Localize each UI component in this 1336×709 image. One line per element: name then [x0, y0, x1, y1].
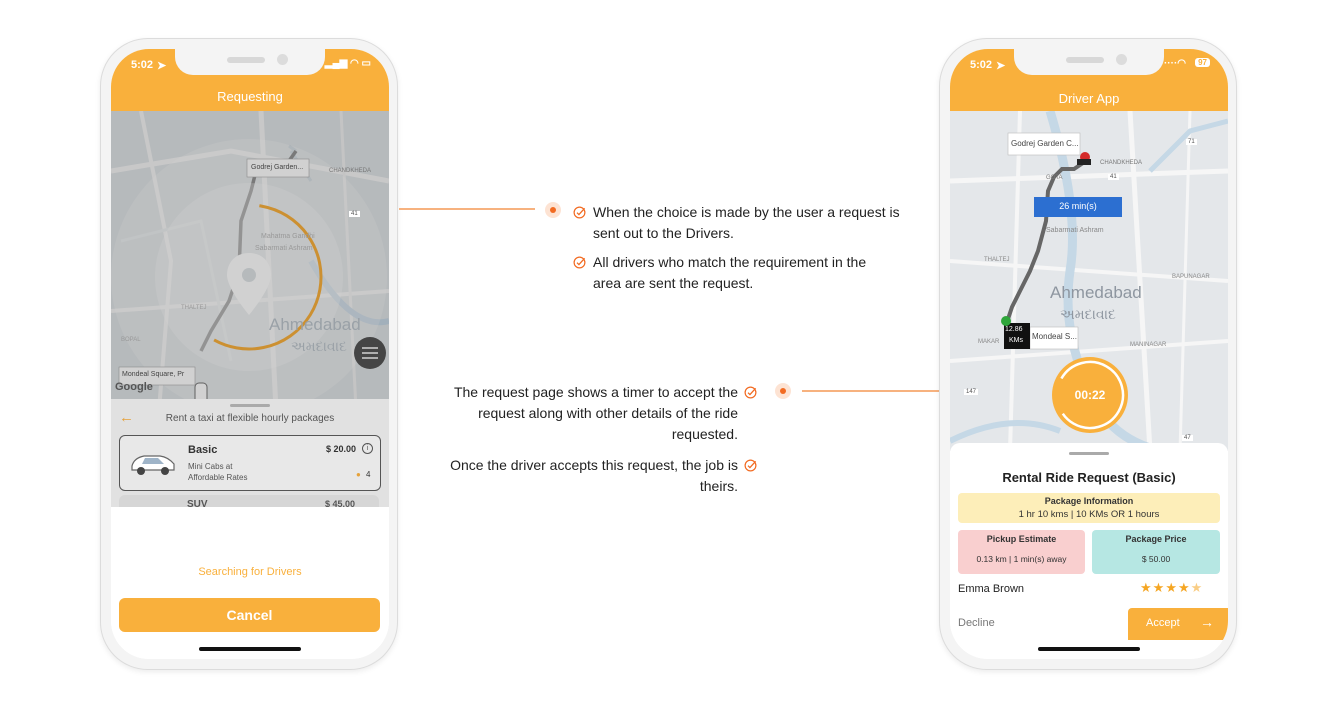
callout-bottom-2-line2: theirs.	[699, 478, 738, 494]
connector-line-top	[399, 208, 535, 210]
rider-name: Emma Brown	[958, 583, 1025, 595]
status-time: 5:02	[131, 59, 154, 71]
rider-phone-mockup	[100, 38, 398, 670]
accept-label: Accept	[1146, 617, 1180, 629]
map-marker-label-bottom: Mondeal Square, Pr	[122, 371, 185, 378]
price-value: $ 50.00	[1141, 554, 1171, 564]
ride-request-card	[950, 443, 1228, 659]
map-city-gu: અમદાવાદ	[291, 339, 347, 355]
pickup-estimate-box	[958, 530, 1085, 574]
map-label-top: Godrej Garden C...	[1011, 139, 1079, 148]
star-icon: ★	[1165, 580, 1178, 595]
map-label-chandkheda: CHANDKHEDA	[329, 168, 372, 174]
home-indicator	[1038, 647, 1140, 651]
panel-heading: Rent a taxi at flexible hourly packages	[165, 413, 335, 424]
decline-button[interactable]: Decline	[958, 617, 995, 629]
callout-top-2-line1: All drivers who match the requirement in the	[593, 254, 867, 270]
callout-top-1	[593, 202, 900, 244]
rating-stars	[1140, 580, 1203, 596]
option-desc-line2: Affordable Rates	[188, 473, 248, 482]
location-arrow-icon: ➤	[157, 60, 167, 72]
accept-button[interactable]	[1128, 608, 1228, 640]
ride-option-suv[interactable]	[119, 495, 379, 507]
callout-top-2	[593, 252, 866, 294]
google-logo: Google	[115, 381, 153, 393]
check-icon	[744, 386, 757, 399]
option2-name: SUV	[187, 499, 208, 507]
price-label: Package Price	[1125, 534, 1187, 544]
star-icon: ★	[1152, 580, 1166, 595]
accept-timer: 00:22	[1074, 388, 1106, 402]
callout-bottom-1-line3: requested.	[671, 426, 738, 442]
map-city-en: Ahmedabad	[269, 315, 361, 334]
callout-top-1-line2: sent out to the Drivers.	[593, 225, 734, 241]
callout-dot-bottom	[775, 383, 791, 399]
callout-top-1-line1: When the choice is made by the user a request is	[593, 204, 900, 220]
check-icon	[573, 256, 586, 269]
map-label-thaltej: THALTEJ	[984, 257, 1010, 263]
option2-price: $ 45.00	[325, 499, 356, 507]
package-info-box	[958, 493, 1220, 523]
callout-bottom-2	[450, 455, 738, 497]
option-name: Basic	[188, 444, 218, 456]
map-road-47: 47	[1184, 435, 1191, 441]
home-indicator	[199, 647, 301, 651]
check-icon	[744, 459, 757, 472]
callout-dot-top	[545, 202, 561, 218]
map-city-gu: અમદાવાદ	[1060, 307, 1116, 323]
map-label-chandkheda: CHANDKHEDA	[1100, 160, 1143, 166]
driver-phone-mockup	[939, 38, 1237, 670]
person-icon: ●	[356, 470, 361, 479]
map-label-bopal: BOPAL	[121, 337, 141, 343]
map-label-bottom: Mondeal S...	[1032, 332, 1077, 341]
star-icon: ★	[1177, 580, 1191, 595]
map-label-sabarmati: Sabarmati Ashram	[1046, 227, 1104, 234]
page-title: Driver App	[1058, 91, 1120, 106]
map-city-en: Ahmedabad	[1050, 283, 1142, 302]
pickup-label: Pickup Estimate	[986, 534, 1057, 544]
map-road-41: 41	[1110, 174, 1117, 180]
wifi-icon: ····◠	[1163, 58, 1186, 69]
location-arrow-icon: ➤	[996, 60, 1006, 72]
map-label-maninagar: MANINAGAR	[1130, 342, 1167, 348]
eta-badge: 26 min(s)	[1059, 201, 1097, 211]
ride-option-basic[interactable]	[119, 435, 381, 491]
option-seats: 4	[366, 470, 371, 479]
ride-options-panel	[111, 399, 389, 507]
map-label-mahatma: Mahatma Gandhi	[261, 233, 315, 240]
back-arrow-icon[interactable]: ←	[119, 409, 134, 426]
map-road-41: 41	[351, 211, 358, 217]
info-icon[interactable]: i	[362, 443, 373, 454]
package-info-label: Package Information	[1044, 496, 1134, 506]
phone-notch	[175, 49, 325, 75]
check-icon	[573, 206, 586, 219]
map-label-makarba: MAKAR	[978, 339, 1000, 345]
phone-notch	[1014, 49, 1164, 75]
status-time: 5:02	[970, 59, 993, 71]
map-road-147: 147	[966, 389, 977, 395]
signal-wifi-battery-icon: ▂▄▆ ◠ ▭	[324, 58, 371, 69]
callout-bottom-2-line1: Once the driver accepts this request, the job is	[450, 457, 738, 473]
drag-handle[interactable]	[1069, 452, 1109, 455]
car-icon	[128, 448, 178, 478]
searching-area	[111, 507, 389, 659]
callout-bottom-1-line1: The request page shows a timer to accept the	[453, 384, 738, 400]
battery-indicator: 97	[1195, 58, 1210, 67]
option-price: $ 20.00	[326, 444, 357, 454]
drag-handle[interactable]	[230, 404, 270, 407]
star-icon: ★	[1190, 580, 1204, 595]
source-pin-icon	[1001, 316, 1011, 326]
driver-screen	[950, 49, 1228, 659]
searching-text: Searching for Drivers	[198, 566, 302, 578]
page-title: Requesting	[217, 89, 283, 104]
distance-line2: KMs	[1009, 337, 1023, 344]
map-road-71: 71	[1188, 139, 1195, 145]
arrow-right-icon: →	[1200, 614, 1214, 630]
callout-bottom-1-line2: request along with other details of the ride	[478, 405, 738, 421]
distance-line1: 12.86	[1005, 326, 1023, 333]
connector-line-bottom	[802, 390, 940, 392]
map-label-sabarmati: Sabarmati Ashram	[255, 245, 313, 252]
pickup-value: 0.13 km | 1 min(s) away	[976, 554, 1067, 564]
map-label-thaltej: THALTEJ	[181, 305, 207, 311]
request-title: Rental Ride Request (Basic)	[1002, 470, 1176, 485]
package-info-value: 1 hr 10 kms | 10 KMs OR 1 hours	[1018, 509, 1160, 520]
map-label-gota: GOTA	[1046, 175, 1063, 181]
package-price-box	[1092, 530, 1220, 574]
callout-bottom-1	[454, 382, 738, 445]
callout-top-2-line2: area are sent the request.	[593, 275, 754, 291]
map-label-bapunagar: BAPUNAGAR	[1172, 274, 1210, 280]
option-desc-line1: Mini Cabs at	[188, 462, 233, 471]
rider-screen	[111, 49, 389, 659]
star-icon: ★	[1140, 580, 1153, 595]
map-marker-label-top: Godrej Garden...	[251, 164, 304, 171]
cancel-button[interactable]: Cancel	[119, 598, 380, 632]
